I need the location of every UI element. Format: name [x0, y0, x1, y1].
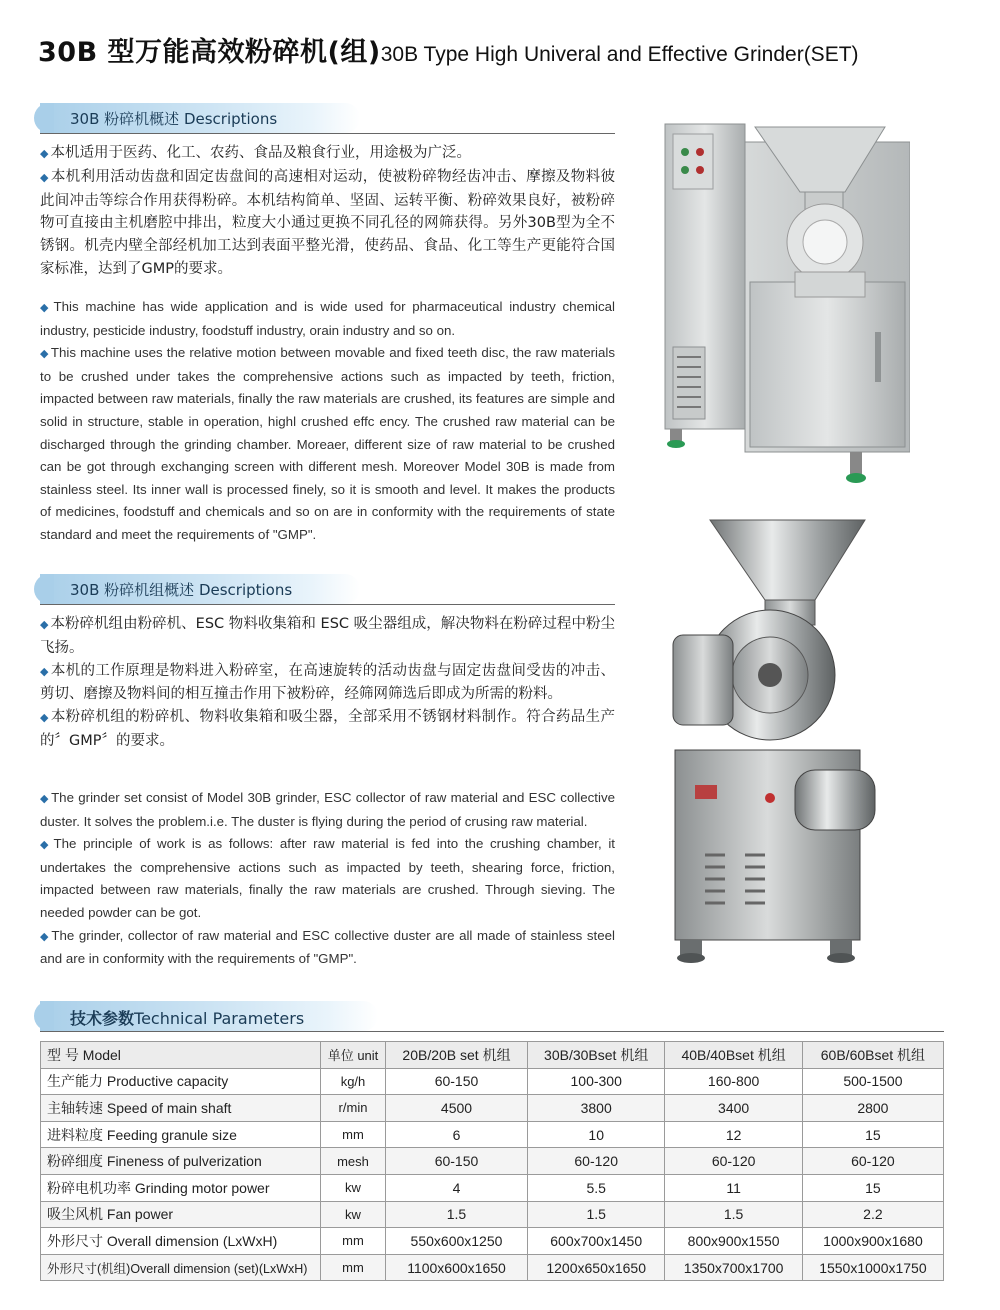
table-cell: 15	[802, 1174, 943, 1201]
diamond-bullet-icon: ◆	[40, 711, 49, 725]
diamond-bullet-icon: ◆	[40, 839, 52, 852]
heading-cn: 30B 粉碎机组概述	[70, 581, 195, 599]
diamond-bullet-icon: ◆	[40, 793, 50, 805]
table-cell: 进料粒度 Feeding granule size	[41, 1121, 321, 1148]
paragraph: ◆ 本粉碎机组的粉碎机、物料收集箱和吸尘器，全部采用不锈钢材料制作。符合药品生产的〞GMP〞的要求。	[40, 709, 615, 749]
table-cell: 60B/60Bset 机组	[802, 1042, 943, 1069]
paragraph: ◆ 本机适用于医药、化工、农药、食品及粮食行业，用途极为广泛。	[40, 145, 471, 161]
table-cell: 10	[527, 1121, 664, 1148]
table-cell: 1.5	[386, 1201, 528, 1228]
table-cell: 1.5	[527, 1201, 664, 1228]
table-row	[41, 1148, 944, 1175]
table-cell: 生产能力 Productive capacity	[41, 1068, 321, 1095]
table-cell: kw	[321, 1174, 386, 1201]
table-cell: 11	[665, 1174, 802, 1201]
diamond-bullet-icon: ◆	[40, 147, 49, 160]
table-cell: mm	[321, 1254, 386, 1281]
table-cell: 单位 unit	[321, 1042, 386, 1069]
paragraph: ◆ 本机的工作原理是物料进入粉碎室，在高速旋转的活动齿盘与固定齿盘间受齿的冲击、剪切、磨擦及物料间的相互撞击作用下被粉碎，经筛网筛选后即成为所需的粉料。	[40, 662, 615, 703]
table-cell: 15	[802, 1121, 943, 1148]
diamond-bullet-icon: ◆	[40, 348, 49, 361]
paragraph: ◆ This machine has wide application and is wide used for pharmaceutical industry chemical industry, pesticide industry, foodstuff industry, orain industry and so on.	[40, 299, 615, 338]
table-cell: 1100x600x1650	[386, 1254, 528, 1281]
table-cell: 20B/20B set 机组	[386, 1042, 528, 1069]
table-cell: 60-150	[386, 1148, 528, 1175]
table-cell: 吸尘风机 Fan power	[41, 1201, 321, 1228]
table-cell: 3800	[527, 1095, 664, 1122]
table-cell: 6	[386, 1121, 528, 1148]
table-cell: 500-1500	[802, 1068, 943, 1095]
section2-en-text	[40, 787, 615, 971]
grinder-set-photo	[665, 515, 880, 970]
table-cell: 600x700x1450	[527, 1228, 664, 1255]
paragraph: ◆ 本粉碎机组由粉碎机、ESC 物料收集箱和 ESC 吸尘器组成，解决物料在粉碎过程中粉尘飞扬。	[40, 616, 615, 656]
table-cell: 型 号 Model	[41, 1042, 321, 1069]
table-cell: 2.2	[802, 1201, 943, 1228]
table-cell: 160-800	[665, 1068, 802, 1095]
technical-parameters-table	[40, 1041, 944, 1281]
table-cell: 1.5	[665, 1201, 802, 1228]
table-cell: 外形尺寸 Overall dimension (LxWxH)	[41, 1228, 321, 1255]
heading-cn: 30B 粉碎机概述	[70, 110, 180, 128]
table-cell: 粉碎电机功率 Grinding motor power	[41, 1174, 321, 1201]
table-cell: 1550x1000x1750	[802, 1254, 943, 1281]
section-divider	[40, 1031, 944, 1032]
section1-cn-text	[40, 142, 615, 281]
paragraph: ◆ The grinder set consist of Model 30B grinder, ESC collector of raw material and ESC collective duster. It solves the problem.i.e. The duster is flying during the period of crusing raw material.	[40, 790, 615, 829]
table-cell: kw	[321, 1201, 386, 1228]
table-row	[41, 1254, 944, 1281]
table-cell: 3400	[665, 1095, 802, 1122]
table-row	[41, 1095, 944, 1122]
diamond-bullet-icon: ◆	[40, 930, 50, 943]
table-cell: 550x600x1250	[386, 1228, 528, 1255]
section2-cn-text	[40, 613, 615, 753]
table-cell: 60-120	[802, 1148, 943, 1175]
diamond-bullet-icon: ◆	[40, 664, 49, 678]
table-cell: 100-300	[527, 1068, 664, 1095]
table-cell: mesh	[321, 1148, 386, 1175]
paragraph: ◆ The grinder, collector of raw material and ESC collective duster are all made of stainless steel and are in conformity with the requirements of "GMP".	[40, 927, 615, 967]
heading-en: Descriptions	[183, 110, 278, 128]
table-cell: 1200x650x1650	[527, 1254, 664, 1281]
table-cell: 2800	[802, 1095, 943, 1122]
table-cell: r/min	[321, 1095, 386, 1122]
section-divider	[40, 604, 615, 605]
table-cell: 4500	[386, 1095, 528, 1122]
table-cell: 1350x700x1700	[665, 1254, 802, 1281]
diamond-bullet-icon: ◆	[40, 302, 52, 314]
table-cell: 40B/40Bset 机组	[665, 1042, 802, 1069]
page-title	[38, 30, 978, 69]
heading-en: Descriptions	[198, 581, 293, 599]
table-cell: mm	[321, 1228, 386, 1255]
table-cell: 1000x900x1680	[802, 1228, 943, 1255]
table-header-row	[41, 1042, 944, 1069]
table-cell: 4	[386, 1174, 528, 1201]
table-cell: 60-120	[527, 1148, 664, 1175]
paragraph: ◆ This machine uses the relative motion between movable and fixed teeth disc, the raw materials to be crushed under takes the comprehensive actions such as impacted by teeth, friction, impacted between raw materials, finally the raw materials are crushed, its features are simple and solid in structure, stable in operation, highl crushed effc ency. The crushed raw material can be discharged through the grinding chamber. Moreaer, different size of raw material to be crushed can be got through exchanging screen with different mesh. Moreover Model 30B is made from stainless steel. Its inner wall is processed finely, so it is smooth and level. It makes the products of medicines, foodstuff and chemicals and so on are in conformity with the requirements of state standard and meet the requirements of "GMP".	[40, 345, 616, 542]
paragraph: ◆ The principle of work is as follows: after raw material is fed into the crushing chamber, it undertakes the comprehensive actions such as impacted by teeth, shearing force, friction, impacted between raw materials, finally the raw materials are crushed. Through sieving. The needed powder can be got.	[40, 836, 616, 920]
table-cell: 30B/30Bset 机组	[527, 1042, 664, 1069]
table-cell: 12	[665, 1121, 802, 1148]
section-divider	[40, 133, 615, 134]
table-cell: 主轴转速 Speed of main shaft	[41, 1095, 321, 1122]
section1-en-text	[40, 296, 615, 547]
table-cell: mm	[321, 1121, 386, 1148]
title-cn: 30B 型万能高效粉碎机(组)	[38, 37, 381, 68]
title-en: 30B Type High Univeral and Effective Grinder(SET)	[380, 43, 859, 66]
table-cell: 粉碎细度 Fineness of pulverization	[41, 1148, 321, 1175]
grinder-cabinet-photo	[645, 112, 910, 497]
table-row	[41, 1068, 944, 1095]
table-cell: 800x900x1550	[665, 1228, 802, 1255]
table-row	[41, 1228, 944, 1255]
table-cell: 60-150	[386, 1068, 528, 1095]
table-cell: kg/h	[321, 1068, 386, 1095]
diamond-bullet-icon: ◆	[40, 170, 49, 184]
paragraph: ◆ 本机利用活动齿盘和固定齿盘间的高速相对运动，使被粉碎物经齿冲击、摩擦及物料彼此间冲击等综合作用获得粉碎。本机结构简单、坚固、运转平衡、粉碎效果良好，被粉碎物可直接由主机磨腔中排出，粒度大小通过更换不同孔径的网筛获得。另外30B型为全不锈钢。机壳内壁全部经机加工达到表面平整光滑，使药品、食品、化工等生产更能符合国家标准，达到了GMP的要求。	[40, 168, 615, 277]
heading-en: Technical Parameters	[134, 1009, 305, 1028]
heading-cn: 技术参数	[70, 1009, 135, 1028]
table-cell: 外形尺寸(机组)Overall dimension (set)(LxWxH)	[41, 1254, 321, 1281]
table-row	[41, 1121, 944, 1148]
table-cell: 60-120	[665, 1148, 802, 1175]
table-row	[41, 1174, 944, 1201]
table-row	[41, 1201, 944, 1228]
diamond-bullet-icon: ◆	[40, 618, 49, 631]
table-cell: 5.5	[527, 1174, 664, 1201]
